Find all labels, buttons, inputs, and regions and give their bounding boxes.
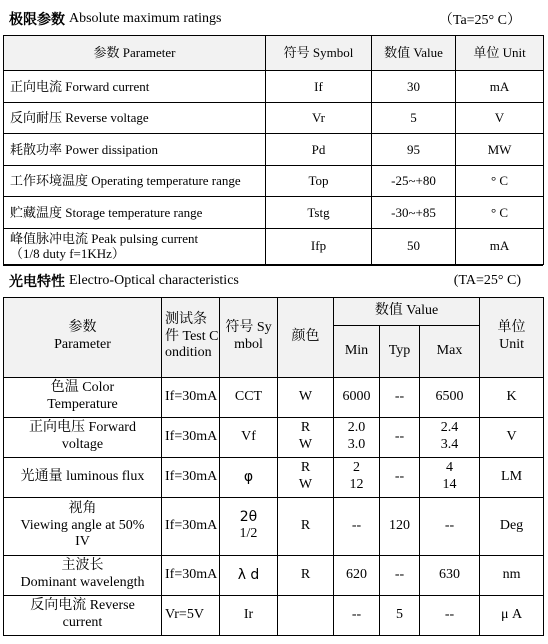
- min-line1: 2.0: [347, 420, 366, 436]
- cell-max: --: [420, 595, 480, 635]
- cell-parameter: [4, 228, 266, 264]
- table-row: [4, 71, 544, 103]
- section1-title-en: Absolute maximum ratings: [69, 11, 222, 26]
- cell-min: 620: [334, 555, 380, 595]
- min-line2: 12: [349, 477, 364, 492]
- cell-parameter: [4, 457, 162, 497]
- max-line1: 2.4: [440, 420, 459, 436]
- header-symbol: 符号 Symbol: [220, 297, 278, 377]
- param-line2: Temperature: [47, 397, 118, 412]
- cell-parameter: 反向耐压 Reverse voltage: [4, 102, 266, 134]
- cell-test-condition: If=30mA: [162, 377, 220, 417]
- section2-title-cn: 光电特性: [9, 274, 65, 290]
- symbol-line2: 1/2: [239, 526, 258, 541]
- header-typ: Typ: [380, 325, 420, 377]
- cell-symbol: Pd: [266, 134, 372, 166]
- cell-test-condition: If=30mA: [162, 497, 220, 555]
- cell-min: --: [334, 595, 380, 635]
- cell-min: [334, 457, 380, 497]
- param-line1: 光通量 luminous flux: [20, 468, 145, 484]
- max-line1: 4: [446, 460, 454, 476]
- color-line1: W: [298, 388, 313, 404]
- max-line1: 6500: [435, 388, 464, 404]
- param-line2: current: [62, 615, 103, 630]
- color-line2: W: [298, 437, 313, 452]
- cell-max: [420, 377, 480, 417]
- header-symbol: 符号 Symbol: [266, 36, 372, 71]
- table-row: [4, 165, 544, 197]
- cell-symbol: CCT: [220, 377, 278, 417]
- cell-unit: mA: [456, 228, 544, 264]
- cell-value: 30: [372, 71, 456, 103]
- table-row: [4, 417, 544, 457]
- header-max: Max: [420, 325, 480, 377]
- param-line1: 反向电流 Reverse: [30, 598, 135, 614]
- cell-symbol: If: [266, 71, 372, 103]
- param-line1: 主波长: [61, 558, 104, 574]
- cell-parameter: [4, 417, 162, 457]
- cell-symbol: Tstg: [266, 197, 372, 229]
- max-line2: 3.4: [440, 437, 459, 452]
- header-min: Min: [334, 325, 380, 377]
- cell-value: 95: [372, 134, 456, 166]
- cell-test-condition: If=30mA: [162, 417, 220, 457]
- section2-title-en: Electro-Optical characteristics: [69, 273, 239, 288]
- table-row: [4, 134, 544, 166]
- table-row: [4, 497, 544, 555]
- electro-optical-table: [3, 297, 544, 636]
- cell-symbol: φ: [220, 457, 278, 497]
- symbol-line1: 2θ: [239, 509, 258, 526]
- cell-typ: --: [380, 417, 420, 457]
- min-line2: 3.0: [347, 437, 366, 452]
- cell-parameter: 正向电流 Forward current: [4, 71, 266, 103]
- section2-condition: (TA=25° C): [453, 273, 521, 288]
- section2-title: [3, 265, 543, 297]
- cell-unit: ° C: [456, 165, 544, 197]
- section1-title: [3, 3, 543, 35]
- cell-symbol: Top: [266, 165, 372, 197]
- cell-max: [420, 457, 480, 497]
- section1-title-cn: 极限参数: [9, 12, 65, 28]
- cell-typ: --: [380, 457, 420, 497]
- cell-typ: --: [380, 555, 420, 595]
- color-line1: R: [300, 420, 311, 436]
- header-value: 数值 Value: [334, 297, 480, 325]
- cell-symbol: [220, 497, 278, 555]
- header-parameter-en: Parameter: [54, 337, 111, 352]
- cell-parameter: [4, 595, 162, 635]
- cell-symbol: Ir: [220, 595, 278, 635]
- param-line3: IV: [75, 534, 90, 550]
- cell-unit: ° C: [456, 197, 544, 229]
- cell-parameter: 工作环境温度 Operating temperature range: [4, 165, 266, 197]
- header-value: 数值 Value: [372, 36, 456, 71]
- cell-unit: V: [480, 417, 544, 457]
- cell-typ: 120: [380, 497, 420, 555]
- header-parameter-cn: 参数: [68, 320, 97, 336]
- cell-value: 50: [372, 228, 456, 264]
- cell-parameter: 贮藏温度 Storage temperature range: [4, 197, 266, 229]
- header-test-condition: 测试条件 Test Condition: [162, 297, 220, 377]
- cell-value: -30~+85: [372, 197, 456, 229]
- cell-color: [278, 457, 334, 497]
- cell-unit: μ A: [480, 595, 544, 635]
- cell-symbol: λ d: [220, 555, 278, 595]
- cell-color: [278, 417, 334, 457]
- cell-color: [278, 595, 334, 635]
- cell-value: 5: [372, 102, 456, 134]
- cell-value: -25~+80: [372, 165, 456, 197]
- color-line2: W: [298, 477, 313, 492]
- cell-color: R: [278, 555, 334, 595]
- cell-max: 630: [420, 555, 480, 595]
- param-line2: Viewing angle at 50%: [20, 517, 145, 533]
- pulse-parameter-line2: （1/8 duty f=1KHz）: [10, 246, 125, 261]
- cell-unit: Deg: [480, 497, 544, 555]
- table-header-row: [4, 297, 544, 325]
- cell-unit: MW: [456, 134, 544, 166]
- table-row: [4, 102, 544, 134]
- absolute-max-ratings-table: [3, 35, 544, 265]
- cell-symbol: Ifp: [266, 228, 372, 264]
- table-row: [4, 228, 544, 264]
- table-row: [4, 377, 544, 417]
- header-unit-en: Unit: [499, 337, 524, 352]
- header-color: 颜色: [278, 297, 334, 377]
- param-line1: 视角: [68, 501, 97, 517]
- cell-test-condition: Vr=5V: [162, 595, 220, 635]
- cell-parameter: [4, 497, 162, 555]
- cell-typ: --: [380, 377, 420, 417]
- cell-unit: nm: [480, 555, 544, 595]
- param-line1: 正向电压 Forward: [29, 420, 136, 436]
- cell-symbol: Vr: [266, 102, 372, 134]
- header-unit-cn: 单位: [497, 320, 526, 336]
- cell-unit: K: [480, 377, 544, 417]
- table-row: [4, 595, 544, 635]
- cell-parameter: 耗散功率 Power dissipation: [4, 134, 266, 166]
- header-unit: 单位 Unit: [456, 36, 544, 71]
- header-parameter: 参数 Parameter: [4, 36, 266, 71]
- cell-test-condition: If=30mA: [162, 457, 220, 497]
- table-header-row: [4, 36, 544, 71]
- cell-unit: mA: [456, 71, 544, 103]
- cell-color: [278, 377, 334, 417]
- param-line2: voltage: [61, 437, 104, 452]
- cell-max: [420, 417, 480, 457]
- max-line2: 14: [442, 477, 457, 492]
- param-line2: Dominant wavelength: [20, 575, 145, 590]
- cell-unit: LM: [480, 457, 544, 497]
- header-parameter: [4, 297, 162, 377]
- cell-color: R: [278, 497, 334, 555]
- min-line1: 6000: [342, 388, 371, 404]
- header-unit: [480, 297, 544, 377]
- table-row: [4, 555, 544, 595]
- cell-typ: 5: [380, 595, 420, 635]
- cell-max: --: [420, 497, 480, 555]
- color-line1: R: [300, 460, 311, 476]
- cell-unit: V: [456, 102, 544, 134]
- cell-parameter: [4, 377, 162, 417]
- cell-min: [334, 417, 380, 457]
- cell-min: [334, 377, 380, 417]
- table-row: [4, 197, 544, 229]
- cell-min: --: [334, 497, 380, 555]
- cell-test-condition: If=30mA: [162, 555, 220, 595]
- param-line1: 色温 Color: [50, 380, 115, 396]
- section1-condition: （Ta=25° C）: [438, 13, 521, 28]
- cell-parameter: [4, 555, 162, 595]
- min-line1: 2: [353, 460, 360, 476]
- datasheet: [3, 3, 543, 636]
- pulse-parameter-line1: 峰值脉冲电流 Peak pulsing current: [10, 230, 199, 246]
- cell-symbol: Vf: [220, 417, 278, 457]
- table-row: [4, 457, 544, 497]
